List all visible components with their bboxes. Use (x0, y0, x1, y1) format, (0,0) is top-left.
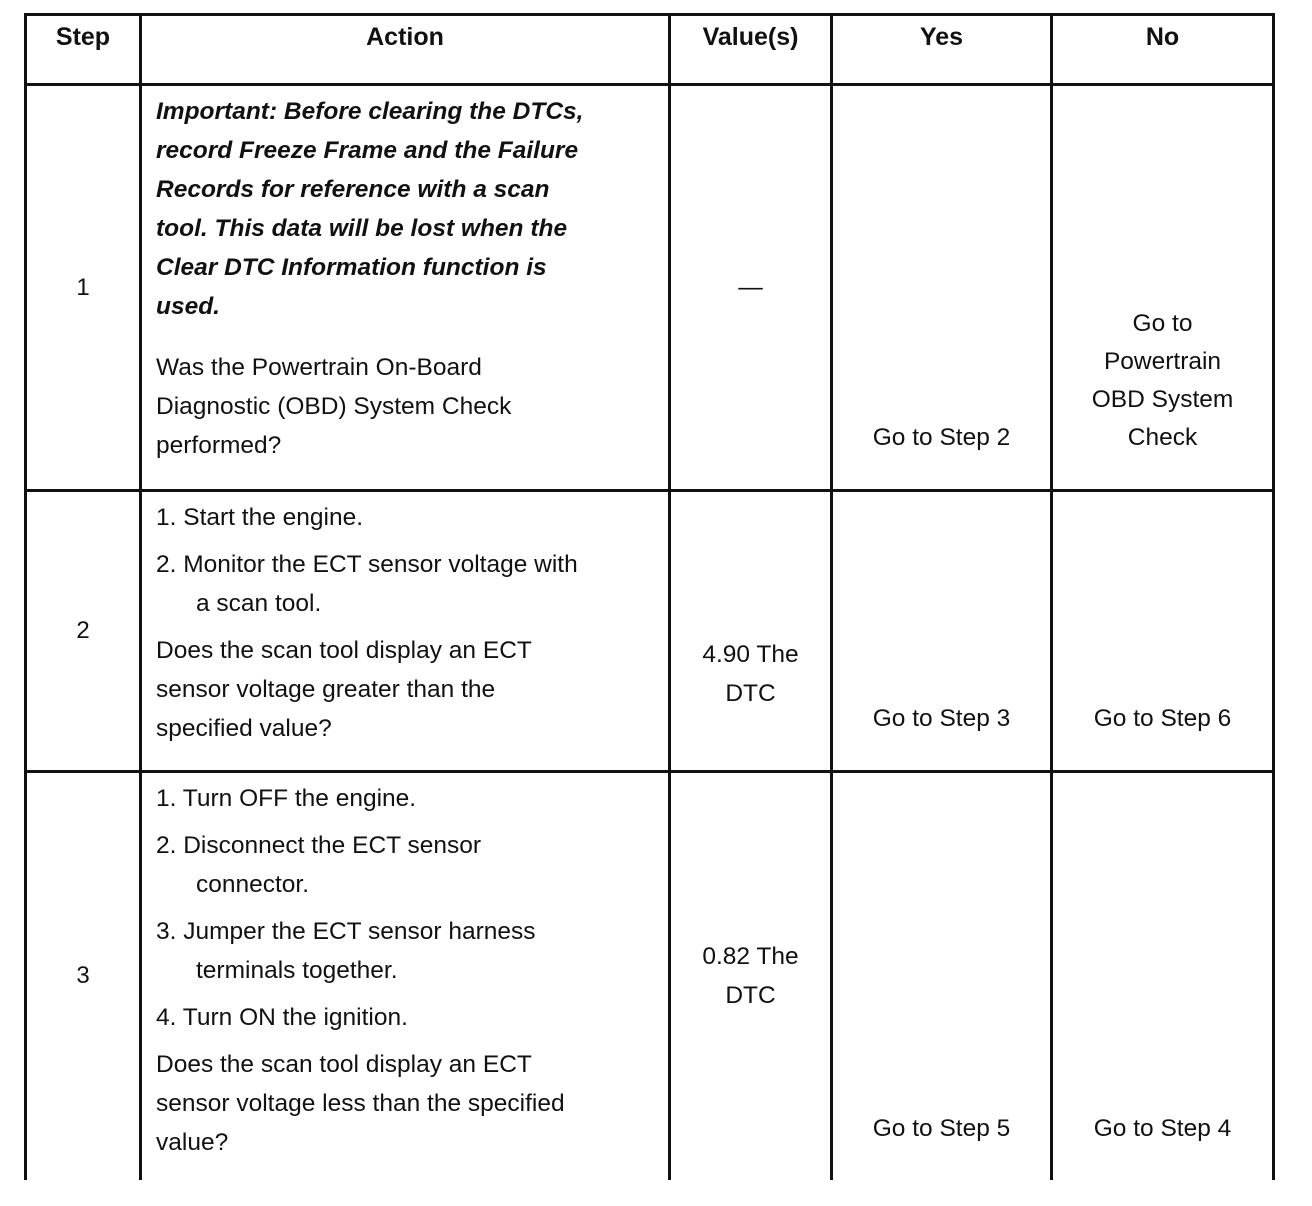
list-item-text: 2. Monitor the ECT sensor voltage with (156, 551, 578, 578)
list-item (156, 779, 654, 818)
yes-cell: Go to Step 5 (832, 772, 1052, 1180)
list-item-text: 1. Turn OFF the engine. (156, 785, 417, 812)
diagnostic-table (24, 13, 1275, 1180)
value-line: 4.90 The (702, 641, 799, 668)
question-line: Diagnostic (OBD) System Check (156, 393, 512, 420)
yes-cell: Go to Step 2 (832, 85, 1052, 491)
question-line: performed? (156, 432, 282, 459)
no-line: OBD System (1091, 386, 1234, 413)
important-line: Important: Before clearing the DTCs, (156, 98, 584, 125)
important-line: Clear DTC Information function is (156, 254, 547, 281)
no-cell: Go to Step 6 (1052, 491, 1274, 772)
step-number: 2 (26, 491, 141, 772)
value-cell (670, 772, 832, 1180)
list-item (156, 912, 654, 990)
list-item-text: 2. Disconnect the ECT sensor (156, 832, 482, 859)
question-line: specified value? (156, 715, 332, 742)
list-item-text: 3. Jumper the ECT sensor harness (156, 918, 536, 945)
value-dash: — (738, 274, 763, 301)
action-cell (141, 85, 670, 491)
question-line: value? (156, 1129, 229, 1156)
question (156, 348, 654, 465)
important-line: used. (156, 293, 220, 320)
list-item-continuation: a scan tool. (196, 590, 322, 617)
no-line: Powertrain (1103, 348, 1222, 375)
header-values: Value(s) (670, 15, 832, 85)
table-row-step-3 (26, 772, 1274, 1180)
value-line: DTC (725, 982, 776, 1010)
list-item-text: 1. Start the engine. (156, 504, 364, 531)
header-step: Step (26, 15, 141, 85)
header-yes: Yes (832, 15, 1052, 85)
question-line: sensor voltage greater than the (156, 676, 496, 703)
value-cell (670, 491, 832, 772)
step-number: 3 (26, 772, 141, 1180)
step-number: 1 (26, 85, 141, 491)
list-item-continuation: terminals together. (196, 957, 398, 984)
important-line: record Freeze Frame and the Failure (156, 137, 579, 164)
no-line: Check (1127, 424, 1198, 451)
no-cell (1052, 85, 1274, 491)
list-item (156, 545, 654, 623)
value-line: 0.82 The (702, 943, 799, 971)
list-item-text: 4. Turn ON the ignition. (156, 1004, 408, 1031)
header-row (26, 15, 1274, 85)
no-line: Go to (1132, 310, 1193, 337)
list-item (156, 998, 654, 1037)
action-cell (141, 772, 670, 1180)
value-cell (670, 85, 832, 491)
question-line: Does the scan tool display an ECT (156, 637, 532, 664)
value-line: DTC (725, 680, 776, 707)
question (156, 1045, 654, 1162)
list-item (156, 826, 654, 904)
table-row-step-1 (26, 85, 1274, 491)
action-cell (141, 491, 670, 772)
list-item (156, 498, 654, 537)
question-line: Does the scan tool display an ECT (156, 1051, 532, 1078)
question-line: sensor voltage less than the specified (156, 1090, 565, 1117)
important-note (156, 92, 654, 326)
yes-cell: Go to Step 3 (832, 491, 1052, 772)
important-line: tool. This data will be lost when the (156, 215, 568, 242)
header-no: No (1052, 15, 1274, 85)
table-row-step-2 (26, 491, 1274, 772)
header-action: Action (141, 15, 670, 85)
list-item-continuation: connector. (196, 871, 310, 898)
question-line: Was the Powertrain On-Board (156, 354, 482, 381)
no-cell: Go to Step 4 (1052, 772, 1274, 1180)
important-line: Records for reference with a scan (156, 176, 550, 203)
question (156, 631, 654, 748)
